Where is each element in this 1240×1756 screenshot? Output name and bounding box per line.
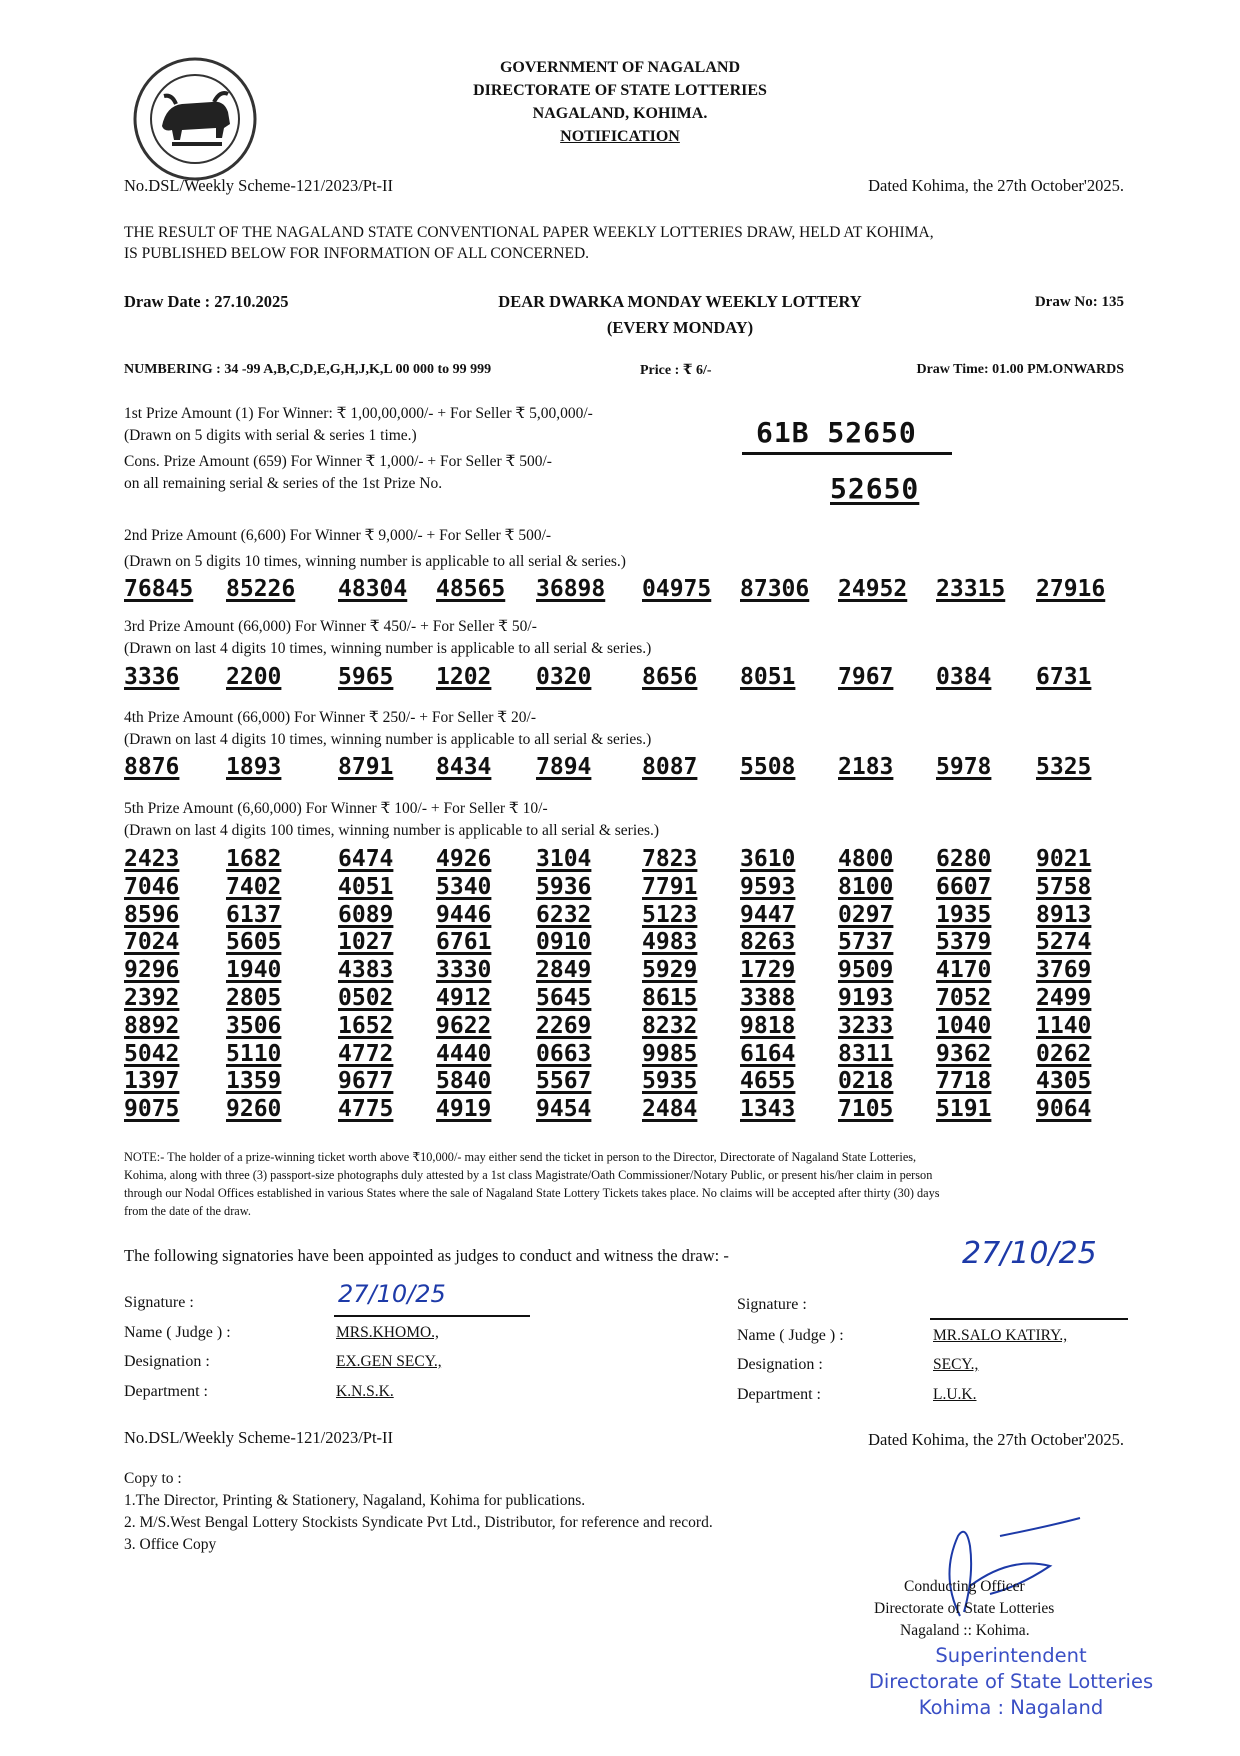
prize5-number: 1652: [338, 1013, 394, 1039]
prize5-number: 9622: [436, 1013, 492, 1039]
prize5-number: 8913: [1036, 902, 1092, 928]
price: Price : ₹ 6/-: [640, 363, 712, 378]
prize3-number: 3336: [124, 664, 180, 690]
prize2-number: 85226: [226, 576, 296, 602]
prize5-number: 9446: [436, 902, 492, 928]
officer-line-1: Conducting Officer: [904, 1578, 1025, 1595]
prize5-number: 1682: [226, 846, 282, 872]
prize5-number: 9075: [124, 1096, 180, 1122]
prize5-number: 3330: [436, 957, 492, 983]
prize5-number: 2269: [536, 1013, 592, 1039]
prize5-number: 7823: [642, 846, 698, 872]
prize5-number: 7046: [124, 874, 180, 900]
prize5-number: 9677: [338, 1068, 394, 1094]
prize4-line-2: (Drawn on last 4 digits 10 times, winning number is applicable to all serial & series.): [124, 731, 652, 748]
prize5-number: 8232: [642, 1013, 698, 1039]
prize5-number: 5605: [226, 929, 282, 955]
prize5-number: 6137: [226, 902, 282, 928]
left-judge-signature: 27/10/25: [338, 1280, 446, 1308]
prize2-number: 48304: [338, 576, 408, 602]
prize5-number: 5110: [226, 1041, 282, 1067]
prize5-number: 3388: [740, 985, 796, 1011]
right-designation-label: Designation :: [737, 1356, 823, 1373]
prize5-number: 5123: [642, 902, 698, 928]
prize5-number: 7105: [838, 1096, 894, 1122]
prize5-line-1: 5th Prize Amount (6,60,000) For Winner ₹ 100/- + For Seller ₹ 10/-: [124, 800, 548, 817]
prize5-number: 9260: [226, 1096, 282, 1122]
prize5-number: 3610: [740, 846, 796, 872]
prize5-number: 5567: [536, 1068, 592, 1094]
prize5-number: 6607: [936, 874, 992, 900]
prize4-number: 8087: [642, 754, 698, 780]
prize5-number: 9593: [740, 874, 796, 900]
stamp-line-3: Kohima : Nagaland: [918, 1696, 1104, 1719]
prize5-number: 0663: [536, 1041, 592, 1067]
prize5-number: 0502: [338, 985, 394, 1011]
header-line-3: NAGALAND, KOHIMA.: [532, 105, 708, 122]
copy-to-2: 2. M/S.West Bengal Lottery Stockists Syndicate Pvt Ltd., Distributor, for reference and record.: [124, 1514, 713, 1531]
judges-intro: The following signatories have been appointed as judges to conduct and witness the draw: -: [124, 1246, 729, 1265]
intro-line-1: THE RESULT OF THE NAGALAND STATE CONVENTIONAL PAPER WEEKLY LOTTERIES DRAW, HELD AT KOHIMA,: [124, 224, 934, 241]
note-line-3: through our Nodal Offices established in various States where the sale of Nagaland State Lottery Tickets takes place. No claims will be accepted after thirty (30) days: [124, 1186, 940, 1200]
officer-line-3: Nagaland :: Kohima.: [900, 1622, 1030, 1639]
prize1-line-2: (Drawn on 5 digits with serial & series 1 time.): [124, 427, 417, 444]
prize5-number: 1359: [226, 1068, 282, 1094]
prize5-number: 5274: [1036, 929, 1092, 955]
prize5-number: 3506: [226, 1013, 282, 1039]
prize5-number: 2392: [124, 985, 180, 1011]
prize3-number: 7967: [838, 664, 894, 690]
left-signature-line: [334, 1315, 530, 1317]
prize4-number: 8434: [436, 754, 492, 780]
prize5-number: 4772: [338, 1041, 394, 1067]
prize5-number: 5042: [124, 1041, 180, 1067]
note: [124, 1148, 1084, 1220]
prize2-number: 27916: [1036, 576, 1106, 602]
prize5-number: 5645: [536, 985, 592, 1011]
prize3-number: 5965: [338, 664, 394, 690]
prize5-number: 0910: [536, 929, 592, 955]
prize2-number: 24952: [838, 576, 908, 602]
first-prize-number: 61B 52650: [756, 416, 917, 449]
prize5-number: 5191: [936, 1096, 992, 1122]
note-line-1: NOTE:- The holder of a prize-winning ticket worth above ₹10,000/- may either send the ticket in person to the Director, Directorate of Nagaland State Lotteries,: [124, 1150, 917, 1164]
prize5-number: 7402: [226, 874, 282, 900]
prize5-number: 6089: [338, 902, 394, 928]
right-department-label: Department :: [737, 1386, 821, 1403]
prize5-number: 9818: [740, 1013, 796, 1039]
prize5-number: 3233: [838, 1013, 894, 1039]
prize3-line-1: 3rd Prize Amount (66,000) For Winner ₹ 450/- + For Seller ₹ 50/-: [124, 618, 537, 635]
prize4-number: 5325: [1036, 754, 1092, 780]
right-signature-line: [930, 1318, 1128, 1320]
left-judge-name: MRS.KHOMO.,: [336, 1324, 439, 1341]
prize5-number: 4800: [838, 846, 894, 872]
prize4-number: 5508: [740, 754, 796, 780]
prize5-number: 1343: [740, 1096, 796, 1122]
prize2-number: 36898: [536, 576, 606, 602]
prize5-number: 5737: [838, 929, 894, 955]
prize5-number: 0218: [838, 1068, 894, 1094]
prize5-number: 5935: [642, 1068, 698, 1094]
prize4-number: 8876: [124, 754, 180, 780]
prize5-number: 7052: [936, 985, 992, 1011]
left-signature-label: Signature :: [124, 1294, 194, 1311]
right-judge-name: MR.SALO KATIRY.,: [933, 1327, 1068, 1344]
lottery-subtitle: (EVERY MONDAY): [606, 318, 754, 337]
left-name-label: Name ( Judge ) :: [124, 1324, 231, 1341]
cons-line-2: on all remaining serial & series of the 1st Prize No.: [124, 475, 443, 492]
prize5-number: 1027: [338, 929, 394, 955]
prize5-number: 8596: [124, 902, 180, 928]
prize5-number: 7791: [642, 874, 698, 900]
cons-line-1: Cons. Prize Amount (659) For Winner ₹ 1,000/- + For Seller ₹ 500/-: [124, 453, 552, 470]
prize5-number: 3104: [536, 846, 592, 872]
prize5-number: 4051: [338, 874, 394, 900]
prize5-number: 1397: [124, 1068, 180, 1094]
prize5-number: 2849: [536, 957, 592, 983]
draw-time: Draw Time: 01.00 PM.ONWARDS: [916, 362, 1124, 377]
prize3-line-2: (Drawn on last 4 digits 10 times, winning number is applicable to all serial & series.): [124, 640, 652, 657]
left-judge-department: K.N.S.K.: [336, 1383, 394, 1400]
prize5-number: 0297: [838, 902, 894, 928]
prize5-number: 2499: [1036, 985, 1092, 1011]
prize5-number: 6761: [436, 929, 492, 955]
prize5-number: 0262: [1036, 1041, 1092, 1067]
draw-date: Draw Date : 27.10.2025: [124, 292, 289, 311]
prize5-number: 4775: [338, 1096, 394, 1122]
prize5-number: 4440: [436, 1041, 492, 1067]
prize5-number: 9447: [740, 902, 796, 928]
prize5-number: 3769: [1036, 957, 1092, 983]
prize5-number: 4655: [740, 1068, 796, 1094]
prize3-number: 8656: [642, 664, 698, 690]
prize5-number: 4919: [436, 1096, 492, 1122]
prize1-line-1: 1st Prize Amount (1) For Winner: ₹ 1,00,00,000/- + For Seller ₹ 5,00,000/-: [124, 405, 593, 422]
prize5-number: 1040: [936, 1013, 992, 1039]
officer-line-2: Directorate of State Lotteries: [874, 1600, 1055, 1617]
prize5-number: 4305: [1036, 1068, 1092, 1094]
prize5-number: 6164: [740, 1041, 796, 1067]
notification-title: NOTIFICATION: [560, 128, 680, 145]
prize5-number: 4926: [436, 846, 492, 872]
copy-to-3: 3. Office Copy: [124, 1536, 217, 1553]
prize5-number: 7718: [936, 1068, 992, 1094]
prize5-number: 5340: [436, 874, 492, 900]
prize2-line-2: (Drawn on 5 digits 10 times, winning number is applicable to all serial & series.): [124, 553, 626, 570]
draw-number: Draw No: 135: [1034, 294, 1124, 310]
prize5-number: 8100: [838, 874, 894, 900]
dated-line: Dated Kohima, the 27th October'2025.: [868, 176, 1124, 195]
prize3-number: 6731: [1036, 664, 1092, 690]
prize5-number: 6474: [338, 846, 394, 872]
right-judge-designation: SECY.,: [933, 1356, 979, 1373]
left-judge-designation: EX.GEN SECY.,: [336, 1353, 442, 1370]
consolation-number: 52650: [830, 472, 920, 505]
prize5-number: 8311: [838, 1041, 894, 1067]
copy-to-1: 1.The Director, Printing & Stationery, Nagaland, Kohima for publications.: [124, 1492, 586, 1509]
left-department-label: Department :: [124, 1383, 208, 1400]
prize5-number: 7024: [124, 929, 180, 955]
prize5-number: 4170: [936, 957, 992, 983]
prize5-number: 5379: [936, 929, 992, 955]
intro-line-2: IS PUBLISHED BELOW FOR INFORMATION OF ALL CONCERNED.: [124, 245, 590, 262]
prize5-number: 9021: [1036, 846, 1092, 872]
left-designation-label: Designation :: [124, 1353, 210, 1370]
prize2-number: 48565: [436, 576, 506, 602]
prize5-number: 6232: [536, 902, 592, 928]
note-line-4: from the date of the draw.: [124, 1204, 251, 1218]
prize5-line-2: (Drawn on last 4 digits 100 times, winning number is applicable to all serial & series.): [124, 822, 660, 839]
footer-reference: No.DSL/Weekly Scheme-121/2023/Pt-II: [124, 1428, 394, 1447]
prize2-number: 04975: [642, 576, 712, 602]
prize5-number: 2805: [226, 985, 282, 1011]
prize5-number: 9985: [642, 1041, 698, 1067]
prize5-number: 9193: [838, 985, 894, 1011]
prize5-number: 1935: [936, 902, 992, 928]
copy-to-label: Copy to :: [124, 1470, 182, 1487]
numbering: NUMBERING : 34 -99 A,B,C,D,E,G,H,J,K,L 00 000 to 99 999: [124, 362, 492, 377]
prize5-number: 8892: [124, 1013, 180, 1039]
prize3-number: 0384: [936, 664, 992, 690]
prize2-line-1: 2nd Prize Amount (6,600) For Winner ₹ 9,000/- + For Seller ₹ 500/-: [124, 527, 552, 544]
handwritten-date: 27/10/25: [962, 1236, 1097, 1271]
header-line-1: GOVERNMENT OF NAGALAND: [499, 59, 740, 76]
prize5-number: 9362: [936, 1041, 992, 1067]
prize5-number: 4383: [338, 957, 394, 983]
first-prize-underline: [742, 452, 952, 455]
stamp-line-1: Superintendent: [935, 1644, 1087, 1667]
prize5-number: 5929: [642, 957, 698, 983]
footer-dated: Dated Kohima, the 27th October'2025.: [868, 1430, 1124, 1449]
right-judge-department: L.U.K.: [933, 1386, 977, 1403]
header-line-2: DIRECTORATE OF STATE LOTTERIES: [473, 82, 767, 99]
prize5-number: 8615: [642, 985, 698, 1011]
prize4-number: 1893: [226, 754, 282, 780]
prize2-number: 87306: [740, 576, 810, 602]
prize3-number: 1202: [436, 664, 492, 690]
prize2-number: 23315: [936, 576, 1006, 602]
prize5-number: 1140: [1036, 1013, 1092, 1039]
prize5-number: 8263: [740, 929, 796, 955]
prize5-number: 9509: [838, 957, 894, 983]
prize3-number: 2200: [226, 664, 282, 690]
prize5-number: 2423: [124, 846, 180, 872]
stamp-line-2: Directorate of State Lotteries: [868, 1670, 1154, 1693]
prize4-number: 5978: [936, 754, 992, 780]
right-name-label: Name ( Judge ) :: [737, 1327, 844, 1344]
lottery-title: DEAR DWARKA MONDAY WEEKLY LOTTERY: [498, 292, 862, 311]
prize5-number: 1940: [226, 957, 282, 983]
prize5-number: 5840: [436, 1068, 492, 1094]
prize4-number: 8791: [338, 754, 394, 780]
prize5-number: 1729: [740, 957, 796, 983]
prize4-number: 2183: [838, 754, 894, 780]
prize5-number: 5936: [536, 874, 592, 900]
reference-number: No.DSL/Weekly Scheme-121/2023/Pt-II: [124, 176, 394, 195]
prize4-line-1: 4th Prize Amount (66,000) For Winner ₹ 250/- + For Seller ₹ 20/-: [124, 709, 536, 726]
note-line-2: Kohima, along with three (3) passport-size photographs duly attested by a 1st class Magistrate/Oath Commissioner/Notary Public, or present his/her claim in person: [124, 1168, 933, 1182]
prize5-number: 9296: [124, 957, 180, 983]
prize2-number: 76845: [124, 576, 194, 602]
prize5-number: 5758: [1036, 874, 1092, 900]
prize3-number: 8051: [740, 664, 796, 690]
prize5-number: 4912: [436, 985, 492, 1011]
prize4-number: 7894: [536, 754, 592, 780]
prize5-number: 2484: [642, 1096, 698, 1122]
prize5-number: 9454: [536, 1096, 592, 1122]
prize5-number: 9064: [1036, 1096, 1092, 1122]
right-signature-label: Signature :: [737, 1296, 807, 1313]
prize3-number: 0320: [536, 664, 592, 690]
prize5-number: 6280: [936, 846, 992, 872]
prize5-number: 4983: [642, 929, 698, 955]
